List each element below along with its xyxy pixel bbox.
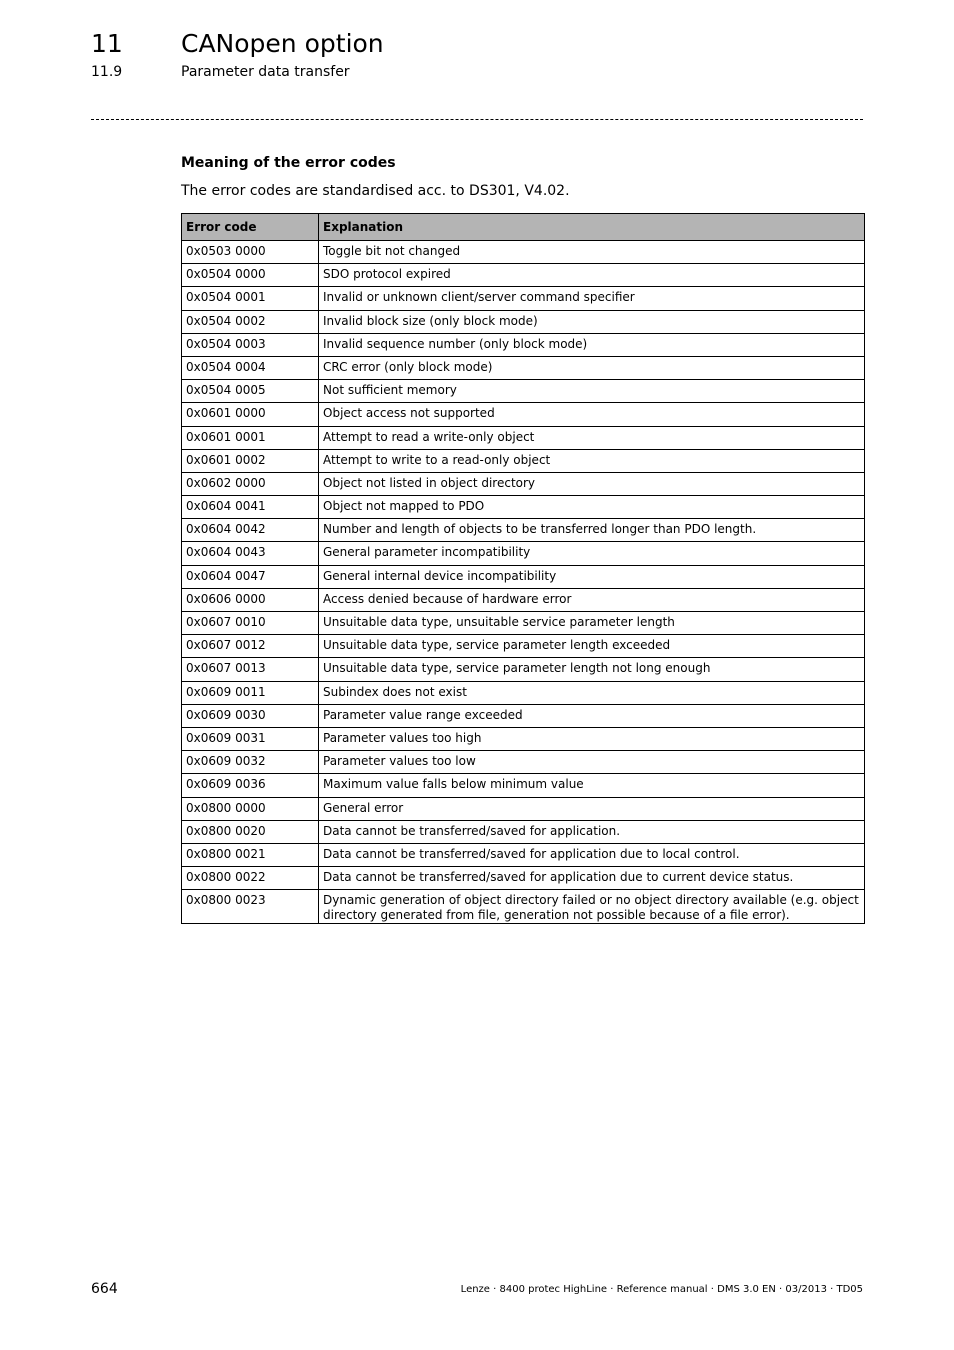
error-code-cell: 0x0503 0000: [182, 241, 319, 264]
table-row: [182, 820, 865, 843]
header-separator: [91, 119, 863, 120]
table-row: [182, 843, 865, 866]
error-code-cell: 0x0609 0031: [182, 727, 319, 750]
column-header-error-code: Error code: [182, 214, 319, 241]
error-code-cell: 0x0606 0000: [182, 588, 319, 611]
section-number: 11.9: [91, 64, 123, 80]
explanation-cell: Object access not supported: [319, 403, 865, 426]
table-row: [182, 797, 865, 820]
explanation-cell: Invalid sequence number (only block mode): [319, 333, 865, 356]
explanation-cell: Parameter values too low: [319, 751, 865, 774]
section-heading: Meaning of the error codes: [181, 155, 396, 171]
table-row: [182, 241, 865, 264]
error-code-cell: 0x0800 0000: [182, 797, 319, 820]
explanation-cell: Subindex does not exist: [319, 681, 865, 704]
error-code-cell: 0x0609 0030: [182, 704, 319, 727]
explanation-cell: Parameter value range exceeded: [319, 704, 865, 727]
explanation-cell: CRC error (only block mode): [319, 356, 865, 379]
explanation-cell: Unsuitable data type, service parameter length not long enough: [319, 658, 865, 681]
table-row: [182, 565, 865, 588]
error-code-cell: 0x0604 0047: [182, 565, 319, 588]
explanation-cell: Not sufficient memory: [319, 380, 865, 403]
explanation-cell: Maximum value falls below minimum value: [319, 774, 865, 797]
chapter-number: 11: [91, 29, 123, 58]
error-code-cell: 0x0504 0002: [182, 310, 319, 333]
error-code-cell: 0x0604 0043: [182, 542, 319, 565]
error-code-cell: 0x0602 0000: [182, 472, 319, 495]
table-row: [182, 403, 865, 426]
error-code-cell: 0x0800 0023: [182, 890, 319, 924]
table-row: [182, 449, 865, 472]
explanation-cell: Unsuitable data type, service parameter length exceeded: [319, 635, 865, 658]
explanation-cell: SDO protocol expired: [319, 264, 865, 287]
error-code-cell: 0x0800 0021: [182, 843, 319, 866]
table-row: [182, 588, 865, 611]
error-code-cell: 0x0504 0004: [182, 356, 319, 379]
table-row: [182, 287, 865, 310]
explanation-cell: Access denied because of hardware error: [319, 588, 865, 611]
explanation-cell: Data cannot be transferred/saved for application due to local control.: [319, 843, 865, 866]
explanation-cell: Data cannot be transferred/saved for application.: [319, 820, 865, 843]
table-row: [182, 867, 865, 890]
table-row: [182, 264, 865, 287]
explanation-cell: General internal device incompatibility: [319, 565, 865, 588]
error-code-cell: 0x0504 0005: [182, 380, 319, 403]
explanation-cell: General parameter incompatibility: [319, 542, 865, 565]
table-row: [182, 519, 865, 542]
table-row: [182, 658, 865, 681]
explanation-cell: Object not mapped to PDO: [319, 496, 865, 519]
error-code-cell: 0x0609 0032: [182, 751, 319, 774]
error-code-cell: 0x0800 0022: [182, 867, 319, 890]
explanation-cell: Attempt to write to a read-only object: [319, 449, 865, 472]
explanation-cell: Data cannot be transferred/saved for application due to current device status.: [319, 867, 865, 890]
chapter-title: CANopen option: [181, 29, 384, 58]
table-row: [182, 472, 865, 495]
table-row: [182, 310, 865, 333]
error-code-cell: 0x0504 0000: [182, 264, 319, 287]
error-code-cell: 0x0604 0042: [182, 519, 319, 542]
table-header-row: [182, 214, 865, 241]
error-code-cell: 0x0607 0012: [182, 635, 319, 658]
error-code-cell: 0x0601 0002: [182, 449, 319, 472]
explanation-cell: Unsuitable data type, unsuitable service parameter length: [319, 612, 865, 635]
section-title: Parameter data transfer: [181, 64, 350, 80]
table-row: [182, 333, 865, 356]
error-code-cell: 0x0504 0001: [182, 287, 319, 310]
explanation-cell: Number and length of objects to be transferred longer than PDO length.: [319, 519, 865, 542]
table-row: [182, 890, 865, 924]
explanation-cell: Object not listed in object directory: [319, 472, 865, 495]
table-row: [182, 380, 865, 403]
table-row: [182, 774, 865, 797]
error-code-cell: 0x0607 0010: [182, 612, 319, 635]
error-code-cell: 0x0604 0041: [182, 496, 319, 519]
table-row: [182, 612, 865, 635]
table-row: [182, 542, 865, 565]
table-row: [182, 356, 865, 379]
explanation-cell: General error: [319, 797, 865, 820]
page-number: 664: [91, 1281, 118, 1297]
table-row: [182, 751, 865, 774]
explanation-cell: Invalid or unknown client/server command specifier: [319, 287, 865, 310]
explanation-cell: Attempt to read a write-only object: [319, 426, 865, 449]
error-code-cell: 0x0800 0020: [182, 820, 319, 843]
table-row: [182, 635, 865, 658]
error-code-table: [181, 213, 865, 924]
error-code-cell: 0x0607 0013: [182, 658, 319, 681]
table-row: [182, 426, 865, 449]
explanation-cell: Invalid block size (only block mode): [319, 310, 865, 333]
footer-doc-info: Lenze · 8400 protec HighLine · Reference manual · DMS 3.0 EN · 03/2013 · TD05: [460, 1284, 863, 1295]
table-row: [182, 681, 865, 704]
explanation-cell: Parameter values too high: [319, 727, 865, 750]
error-code-cell: 0x0609 0036: [182, 774, 319, 797]
table-row: [182, 704, 865, 727]
table-body: [182, 241, 865, 924]
explanation-cell: Toggle bit not changed: [319, 241, 865, 264]
error-code-cell: 0x0601 0001: [182, 426, 319, 449]
explanation-cell: Dynamic generation of object directory failed or no object directory available (e.g. object directory generated from file, generation not possible because of a file error).: [319, 890, 865, 924]
error-code-cell: 0x0504 0003: [182, 333, 319, 356]
table-row: [182, 727, 865, 750]
column-header-explanation: Explanation: [319, 214, 865, 241]
error-code-cell: 0x0601 0000: [182, 403, 319, 426]
error-code-cell: 0x0609 0011: [182, 681, 319, 704]
table-row: [182, 496, 865, 519]
intro-text: The error codes are standardised acc. to DS301, V4.02.: [181, 183, 570, 199]
